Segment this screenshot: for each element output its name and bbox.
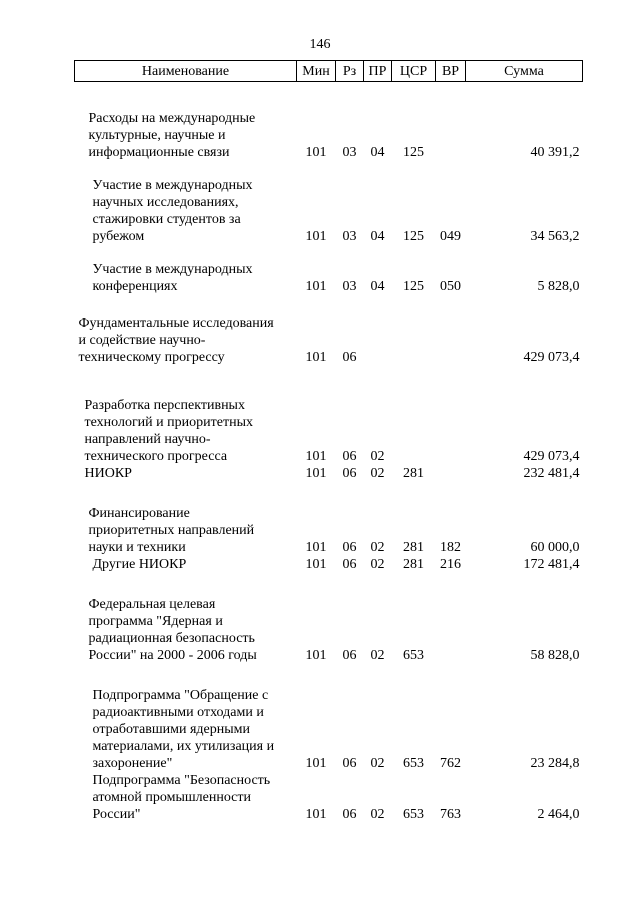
row-vr: 216 [440,557,461,572]
table-row [75,366,583,465]
row-rz: 06 [342,540,357,555]
row-rz: 06 [342,807,357,822]
header-vr: ВР [436,61,466,82]
table-row [75,295,583,366]
row-rz: 06 [342,648,357,663]
table-row [75,573,583,664]
header-pr: ПР [364,61,392,82]
row-min: 101 [305,540,327,555]
row-pr: 02 [370,807,385,822]
row-name: Участие в международных конференциях [92,262,253,294]
table-row [75,664,583,772]
row-sum: 60 000,0 [530,540,580,555]
row-vr [436,82,466,162]
row-min: 101 [305,449,327,464]
row-vr: 763 [440,807,461,822]
row-csr: 653 [403,756,424,771]
table-body [75,82,583,824]
row-rz: 06 [342,557,357,572]
row-csr: 653 [403,807,424,822]
table-row [75,245,583,295]
row-sum: 172 481,4 [523,557,580,572]
header-sum: Сумма [466,61,583,82]
row-name: Расходы на международные культурные, научные и информационные связи [88,111,256,160]
row-name: Подпрограмма "Обращение с радиоактивными отходами и отработавшими ядерными материалами, их утилизация и захоронение" [92,688,275,771]
row-vr [436,295,466,366]
row-sum: 58 828,0 [530,648,580,663]
row-pr: 02 [370,540,385,555]
row-rz: 03 [342,229,357,244]
table-header [75,61,583,82]
row-rz: 06 [342,756,357,771]
row-vr: 050 [440,279,461,294]
row-name: Другие НИОКР [92,557,187,572]
row-pr: 02 [370,756,385,771]
row-sum: 2 464,0 [537,807,580,822]
row-vr [436,573,466,664]
row-sum: 40 391,2 [530,145,580,160]
page-number: 146 [309,37,331,52]
row-min: 101 [305,229,327,244]
row-pr [364,295,392,366]
header-name: Наименование [75,61,297,82]
row-pr: 02 [370,648,385,663]
row-csr: 125 [403,145,424,160]
row-sum: 5 828,0 [537,279,580,294]
row-sum: 232 481,4 [523,466,580,481]
row-min: 101 [305,807,327,822]
row-min: 101 [305,557,327,572]
row-name: Фундаментальные исследования и содействие научно- техническому прогрессу [78,316,274,365]
row-sum: 23 284,8 [530,756,580,771]
row-pr: 02 [370,466,385,481]
row-rz: 06 [342,350,357,365]
table-row [75,772,583,823]
row-sum: 429 073,4 [523,449,580,464]
row-vr [436,366,466,465]
table-row [75,82,583,162]
row-rz: 03 [342,279,357,294]
table-row [75,556,583,573]
row-pr: 02 [370,449,385,464]
row-csr: 281 [403,540,424,555]
row-rz: 06 [342,449,357,464]
row-csr: 281 [403,466,424,481]
row-min: 101 [305,466,327,481]
budget-table [74,60,583,823]
table-row [75,465,583,482]
row-vr: 762 [440,756,461,771]
row-csr [392,295,436,366]
header-row [75,61,583,82]
row-vr: 182 [440,540,461,555]
row-name: Участие в международных научных исследованиях, стажировки студентов за рубежом [92,178,253,244]
table-row [75,161,583,245]
row-vr: 049 [440,229,461,244]
row-rz: 03 [342,145,357,160]
header-csr: ЦСР [392,61,436,82]
row-csr: 653 [403,648,424,663]
row-sum: 429 073,4 [523,350,580,365]
row-min: 101 [305,145,327,160]
row-csr: 125 [403,229,424,244]
header-rz: Рз [336,61,364,82]
row-name: НИОКР [84,466,132,481]
row-csr [392,366,436,465]
header-min: Мин [297,61,336,82]
row-vr [436,465,466,482]
row-csr: 125 [403,279,424,294]
row-pr: 04 [370,229,385,244]
row-min: 101 [305,350,327,365]
row-name: Финансирование приоритетных направлений науки и техники [88,506,255,555]
row-name: Федеральная целевая программа "Ядерная и радиационная безопасность России" на 2000 - 2006 годы [88,597,257,663]
row-name: Подпрограмма "Безопасность атомной промышленности России" [92,773,271,822]
row-min: 101 [305,648,327,663]
row-min: 101 [305,279,327,294]
row-min: 101 [305,756,327,771]
table-row [75,482,583,556]
row-pr: 04 [370,279,385,294]
row-pr: 02 [370,557,385,572]
row-pr: 04 [370,145,385,160]
row-name: Разработка перспективных технологий и приоритетных направлений научно- технического прогресса [84,398,253,464]
row-sum: 34 563,2 [530,229,580,244]
row-csr: 281 [403,557,424,572]
row-rz: 06 [342,466,357,481]
